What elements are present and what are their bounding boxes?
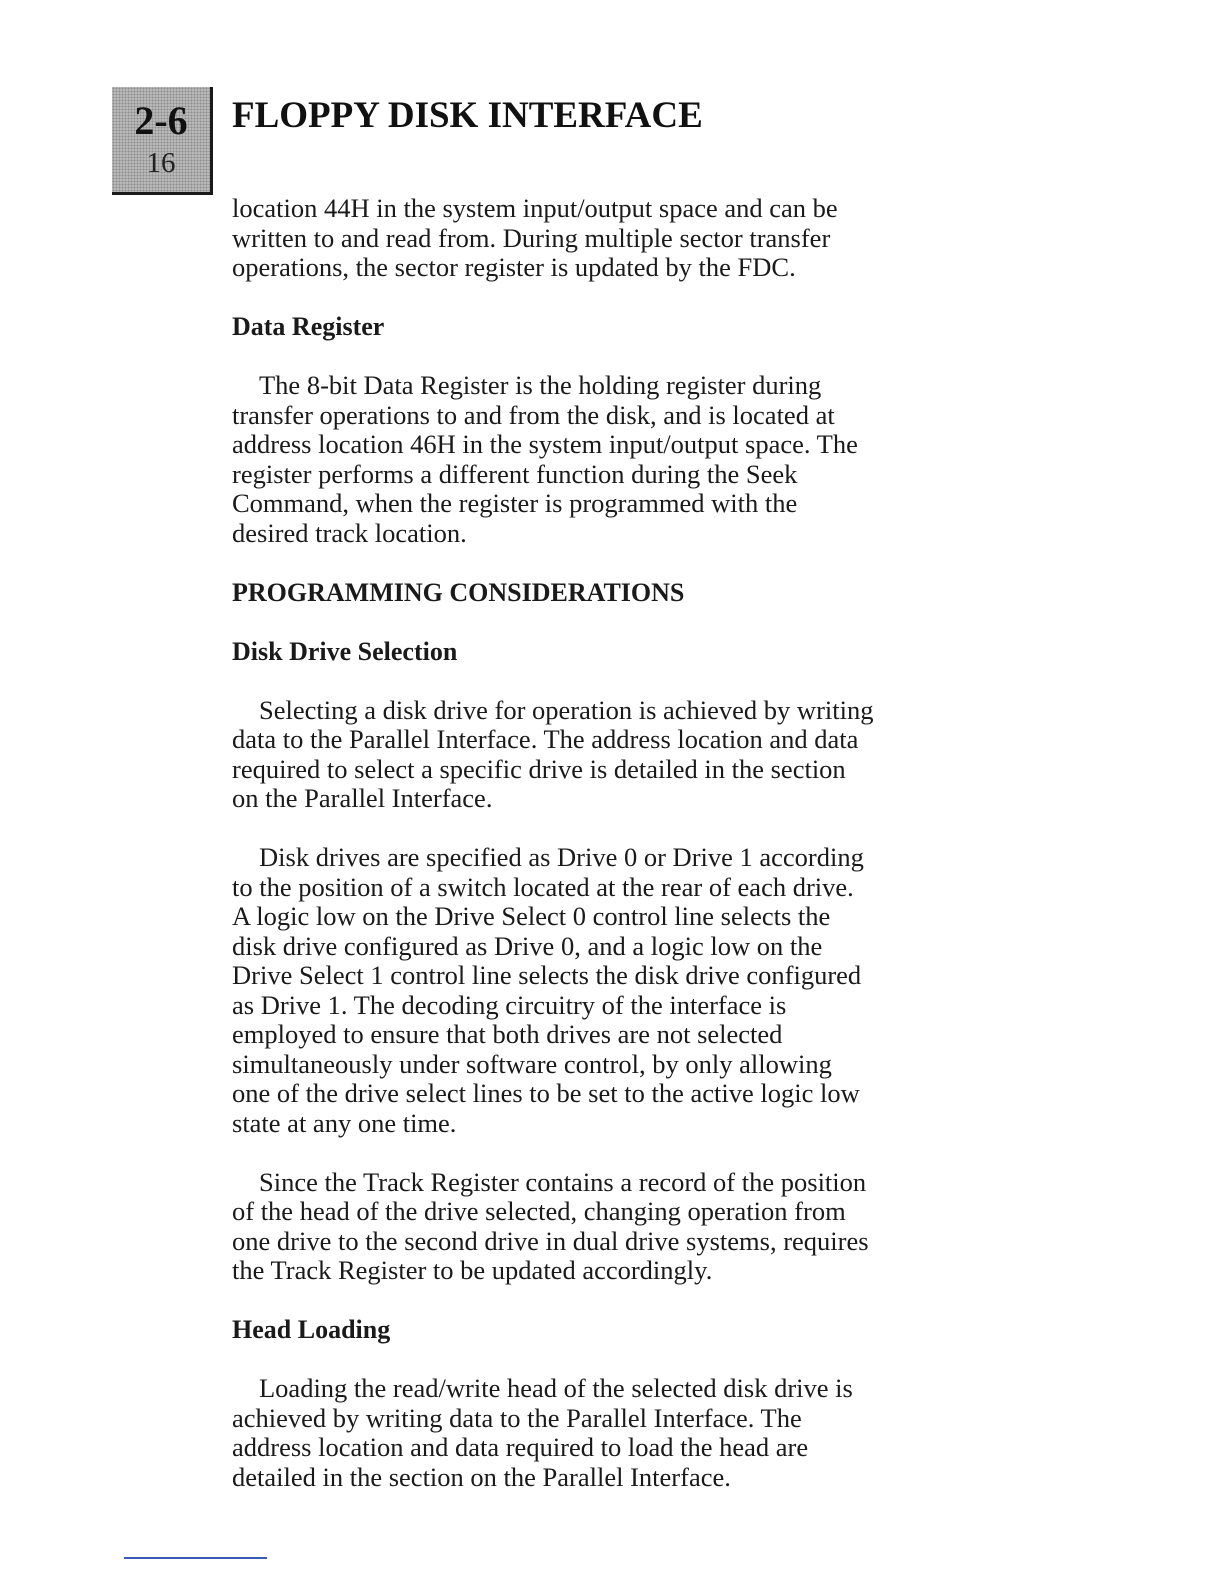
text-line: to the position of a switch located at the rear of each drive. bbox=[232, 871, 854, 902]
text-line: detailed in the section on the Parallel Interface. bbox=[232, 1461, 731, 1492]
text-line: state at any one time. bbox=[232, 1107, 457, 1138]
text-line: required to select a specific drive is detailed in the section bbox=[232, 753, 846, 784]
text-line: Command, when the register is programmed with the bbox=[232, 488, 798, 518]
text-line: employed to ensure that both drives are not selected bbox=[232, 1019, 783, 1049]
text-line: address location and data required to load the head are bbox=[232, 1432, 809, 1462]
text-line: Drive Select 1 control line selects the disk drive configured bbox=[232, 960, 862, 990]
paragraph-sector-register-continued bbox=[232, 194, 992, 283]
text-line: written to and read from. During multiple sector transfer bbox=[232, 222, 831, 253]
text-line: simultaneously under software control, by only allowing bbox=[232, 1048, 832, 1079]
section-tab bbox=[112, 87, 213, 195]
text-line: one of the drive select lines to be set to the active logic low bbox=[232, 1078, 860, 1108]
chapter-title: FLOPPY DISK INTERFACE bbox=[232, 95, 703, 136]
text-line: transfer operations to and from the disk, and is located at bbox=[232, 399, 835, 430]
text-line: on the Parallel Interface. bbox=[232, 783, 493, 813]
paragraph-data-register bbox=[232, 371, 992, 548]
text-line: operations, the sector register is updated by the FDC. bbox=[232, 252, 796, 282]
heading-disk-drive-selection: Disk Drive Selection bbox=[232, 636, 458, 666]
text-line: desired track location. bbox=[232, 517, 467, 548]
text-line: Since the Track Register contains a record of the position bbox=[259, 1166, 867, 1197]
text-line: Loading the read/write head of the selected disk drive is bbox=[259, 1373, 853, 1403]
text-line: as Drive 1. The decoding circuitry of the interface is bbox=[232, 989, 787, 1020]
text-line: address location 46H in the system input/output space. The bbox=[232, 429, 858, 459]
paragraph-drive-specification bbox=[232, 843, 992, 1138]
heading-head-loading: Head Loading bbox=[232, 1315, 391, 1344]
heading-data-register: Data Register bbox=[232, 312, 385, 341]
text-line: Selecting a disk drive for operation is achieved by writing bbox=[259, 694, 874, 725]
text-line: the Track Register to be updated accordingly. bbox=[232, 1255, 713, 1285]
text-line: location 44H in the system input/output space and can be bbox=[232, 193, 838, 223]
paragraph-selecting-drive bbox=[232, 696, 992, 814]
page-body bbox=[232, 194, 992, 1492]
footer-rule bbox=[124, 1557, 267, 1559]
text-line: disk drive configured as Drive 0, and a logic low on the bbox=[232, 930, 823, 961]
paragraph-head-loading bbox=[232, 1374, 992, 1492]
text-line: one drive to the second drive in dual drive systems, requires bbox=[232, 1225, 869, 1256]
text-line: A logic low on the Drive Select 0 control line selects the bbox=[232, 901, 831, 931]
paragraph-track-register bbox=[232, 1168, 992, 1286]
text-line: of the head of the drive selected, changing operation from bbox=[232, 1196, 846, 1226]
text-line: Disk drives are specified as Drive 0 or Drive 1 according bbox=[259, 842, 864, 872]
section-number: 2-6 bbox=[134, 98, 188, 143]
page-number: 16 bbox=[146, 147, 176, 179]
text-line: register performs a different function during the Seek bbox=[232, 458, 798, 489]
text-line: The 8-bit Data Register is the holding register during bbox=[259, 370, 822, 400]
text-line: data to the Parallel Interface. The address location and data bbox=[232, 724, 859, 754]
heading-programming-considerations: PROGRAMMING CONSIDERATIONS bbox=[232, 577, 685, 607]
text-line: achieved by writing data to the Parallel Interface. The bbox=[232, 1402, 802, 1433]
